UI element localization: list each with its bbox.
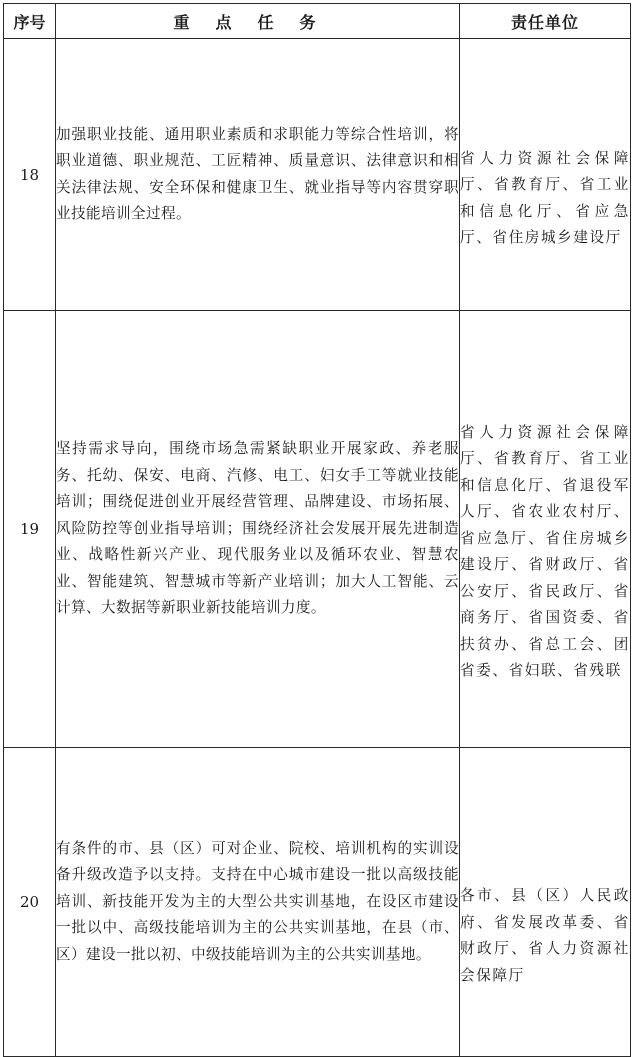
table-row — [4, 311, 631, 748]
unit-cell: 各市、县（区）人民政府、省发展改革委、省财政厅、省人力资源社会保障厅 — [460, 748, 631, 1057]
header-task: 重点任务 — [56, 4, 460, 39]
row-number: 19 — [4, 311, 56, 748]
row-number: 20 — [4, 748, 56, 1057]
task-cell: 坚持需求导向，围绕市场急需紧缺职业开展家政、养老服务、托幼、保安、电商、汽修、电工、妇女手工等就业技能培训；围绕促进创业开展经营管理、品牌建设、市场拓展、风险防控等创业指导培训；围绕经济社会发展开展先进制造业、战略性新兴产业、现代服务业以及循环农业、智慧农业、智能建筑、智慧城市等新产业培训；加大人工智能、云计算、大数据等新职业新技能培训力度。 — [56, 311, 460, 748]
unit-cell: 省人力资源社会保障厅、省教育厅、省工业和信息化厅、省应急厅、省住房城乡建设厅 — [460, 39, 631, 311]
task-cell: 加强职业技能、通用职业素质和求职能力等综合性培训，将职业道德、职业规范、工匠精神、质量意识、法律意识和相关法律法规、安全环保和健康卫生、就业指导等内容贯穿职业技能培训全过程。 — [56, 39, 460, 311]
header-unit: 责任单位 — [460, 4, 631, 39]
row-number: 18 — [4, 39, 56, 311]
header-row — [4, 4, 631, 39]
table-row — [4, 39, 631, 311]
unit-cell: 省人力资源社会保障厅、省教育厅、省工业和信息化厅、省退役军人厅、省农业农村厅、省应急厅、省住房城乡建设厅、省财政厅、省公安厅、省民政厅、省商务厅、省国资委、省扶贫办、省总工会、团省委、省妇联、省残联 — [460, 311, 631, 748]
header-num: 序号 — [4, 4, 56, 39]
task-cell: 有条件的市、县（区）可对企业、院校、培训机构的实训设备升级改造予以支持。支持在中心城市建设一批以高级技能培训、新技能开发为主的大型公共实训基地，在设区市建设一批以中、高级技能培训为主的公共实训基地，在县（市、区）建设一批以初、中级技能培训为主的公共实训基地。 — [56, 748, 460, 1057]
table-row — [4, 748, 631, 1057]
task-table — [3, 3, 631, 1057]
